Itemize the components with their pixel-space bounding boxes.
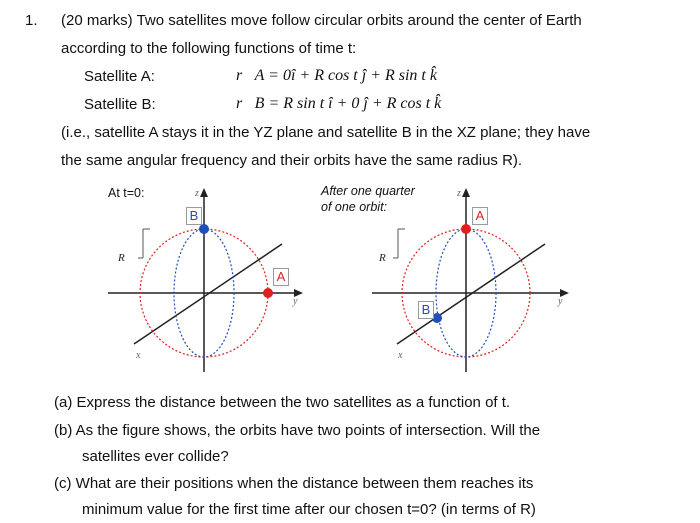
question-a: (a) Express the distance between the two satellites as a function of t.	[54, 394, 511, 411]
note-line-2: the same angular frequency and their orbits have the same radius R).	[61, 152, 523, 169]
right-figure-caption-line-2: of one orbit:	[321, 200, 388, 214]
question-b-line-1: (b) As the figure shows, the orbits have two points of intersection. Will the	[54, 422, 541, 439]
question-b-line-2: satellites ever collide?	[82, 448, 229, 465]
left-figure-caption: At t=0:	[108, 186, 145, 200]
right-z-label: z	[457, 188, 461, 199]
left-satellite-b-dot	[199, 224, 209, 234]
intro-line-2: according to the following functions of time t:	[61, 40, 357, 57]
left-satellite-a-dot	[263, 288, 273, 298]
left-z-arrow	[200, 188, 208, 197]
left-x-label: x	[136, 350, 141, 361]
right-r-label: R	[379, 252, 386, 264]
right-y-label: y	[558, 296, 563, 307]
question-c-line-2: minimum value for the first time after our chosen t=0? (in terms of R)	[82, 501, 536, 518]
left-y-label: y	[293, 296, 298, 307]
left-r-label: R	[118, 252, 125, 264]
right-orbit-figure	[372, 188, 569, 372]
problem-number: 1.	[25, 12, 38, 29]
note-line-1: (i.e., satellite A stays it in the YZ plane and satellite B in the XZ plane; they have	[61, 124, 591, 141]
question-c-line-1: (c) What are their positions when the distance between them reaches its	[54, 475, 534, 492]
satellite-a-label: Satellite A:	[84, 68, 155, 85]
satellite-b-label: Satellite B:	[84, 96, 156, 113]
satellite-b-equation: r⃗B = R sin t î + 0 ĵ + R cos t k̂	[236, 95, 442, 112]
right-x-axis	[397, 244, 545, 344]
left-satellite-a-tag: A	[273, 268, 289, 286]
right-x-label: x	[398, 350, 403, 361]
left-z-label: z	[195, 188, 199, 199]
right-figure-caption-line-1: After one quarter	[321, 184, 415, 198]
right-satellite-b-tag: B	[418, 301, 434, 319]
satellite-a-equation: r⃗A = 0î + R cos t ĵ + R sin t k̂	[236, 67, 437, 84]
intro-line-1: (20 marks) Two satellites move follow circular orbits around the center of Earth	[61, 12, 582, 29]
left-satellite-b-tag: B	[186, 207, 202, 225]
right-satellite-a-dot	[461, 224, 471, 234]
left-x-axis	[134, 244, 282, 344]
right-satellite-a-tag: A	[472, 207, 488, 225]
